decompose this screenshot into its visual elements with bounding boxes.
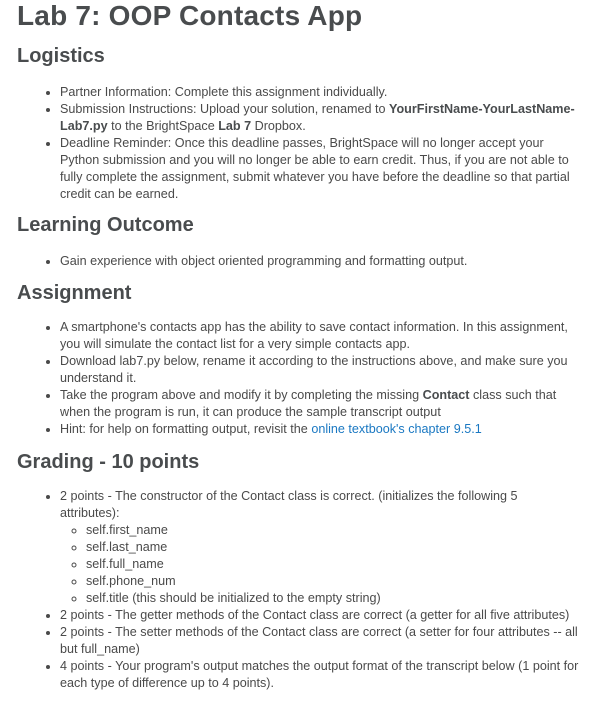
logistics-heading: Logistics — [17, 45, 105, 67]
submission-text: Dropbox. — [251, 119, 306, 133]
page-title: Lab 7: OOP Contacts App — [17, 0, 363, 31]
list-item — [60, 607, 580, 624]
attribute-item: ◦ self.title (this should be initialized to the empty string) — [86, 590, 580, 607]
textbook-chapter-link[interactable]: online textbook's chapter 9.5.1 — [311, 422, 482, 436]
grading-text: 4 points - Your program's output matches the output format of the transcript below (1 point for each type of difference up to 4 points). — [60, 659, 579, 690]
grading-text: 2 points - The constructor of the Contact class is correct. (initializes the following 5 attributes): — [60, 489, 518, 520]
assignment-text: class such that when the program is run, it can produce the sample transcript output — [60, 388, 557, 419]
list-item — [60, 319, 580, 353]
submission-lab: Lab 7 — [218, 119, 252, 133]
list-item — [60, 135, 580, 203]
attribute-item: ◦ self.last_name — [86, 539, 580, 556]
submission-filename: YourFirstName-YourLastName-Lab7.py — [60, 102, 575, 133]
grading-list — [42, 488, 580, 692]
list-item — [60, 421, 580, 438]
list-item — [60, 253, 580, 270]
assignment-list — [42, 319, 580, 438]
submission-text: to the BrightSpace — [107, 119, 219, 133]
contact-class-name: Contact — [422, 388, 470, 402]
attribute-item: ◦ self.full_name — [86, 556, 580, 573]
partner-info: Partner Information: Complete this assignment individually. — [60, 85, 388, 99]
assignment-text: Download lab7.py below, rename it according to the instructions above, and make sure you understand it. — [60, 354, 568, 385]
assignment-text: Take the program above and modify it by completing the missing — [60, 388, 423, 402]
list-item — [60, 658, 580, 692]
assignment-text: A smartphone's contacts app has the ability to save contact information. In this assignment, you will simulate the contact list for a very simple contacts app. — [60, 320, 568, 351]
grading-text: 2 points - The getter methods of the Contact class are correct (a getter for all five attributes) — [60, 608, 570, 622]
assignment-text: Hint: for help on formatting output, revisit the — [60, 422, 312, 436]
submission-text: Submission Instructions: Upload your solution, renamed to — [60, 102, 390, 116]
list-item — [60, 624, 580, 658]
assignment-heading: Assignment — [17, 282, 132, 304]
attribute-item: ◦ self.phone_num — [86, 573, 580, 590]
learning-outcome-text: Gain experience with object oriented programming and formatting output. — [60, 254, 468, 268]
deadline-reminder: Deadline Reminder: Once this deadline passes, BrightSpace will no longer accept your Python submission and you will no longer be able to earn credit. Thus, if you are not able to fully complete the assignment, submit whatever you have before the deadline so that partial credit can be earned. — [60, 136, 570, 201]
learning-outcome-list — [42, 253, 580, 270]
list-item — [60, 84, 580, 101]
grading-text: 2 points - The setter methods of the Contact class are correct (a setter for four attributes -- all but full_name) — [60, 625, 578, 656]
list-item — [60, 353, 580, 387]
list-item — [60, 488, 580, 607]
learning-outcome-heading: Learning Outcome — [17, 214, 194, 236]
grading-heading: Grading - 10 points — [17, 451, 200, 473]
attribute-item: ◦ self.first_name — [86, 522, 580, 539]
attributes-list — [60, 522, 580, 607]
list-item — [60, 101, 580, 135]
list-item — [60, 387, 580, 421]
logistics-list — [42, 84, 580, 203]
